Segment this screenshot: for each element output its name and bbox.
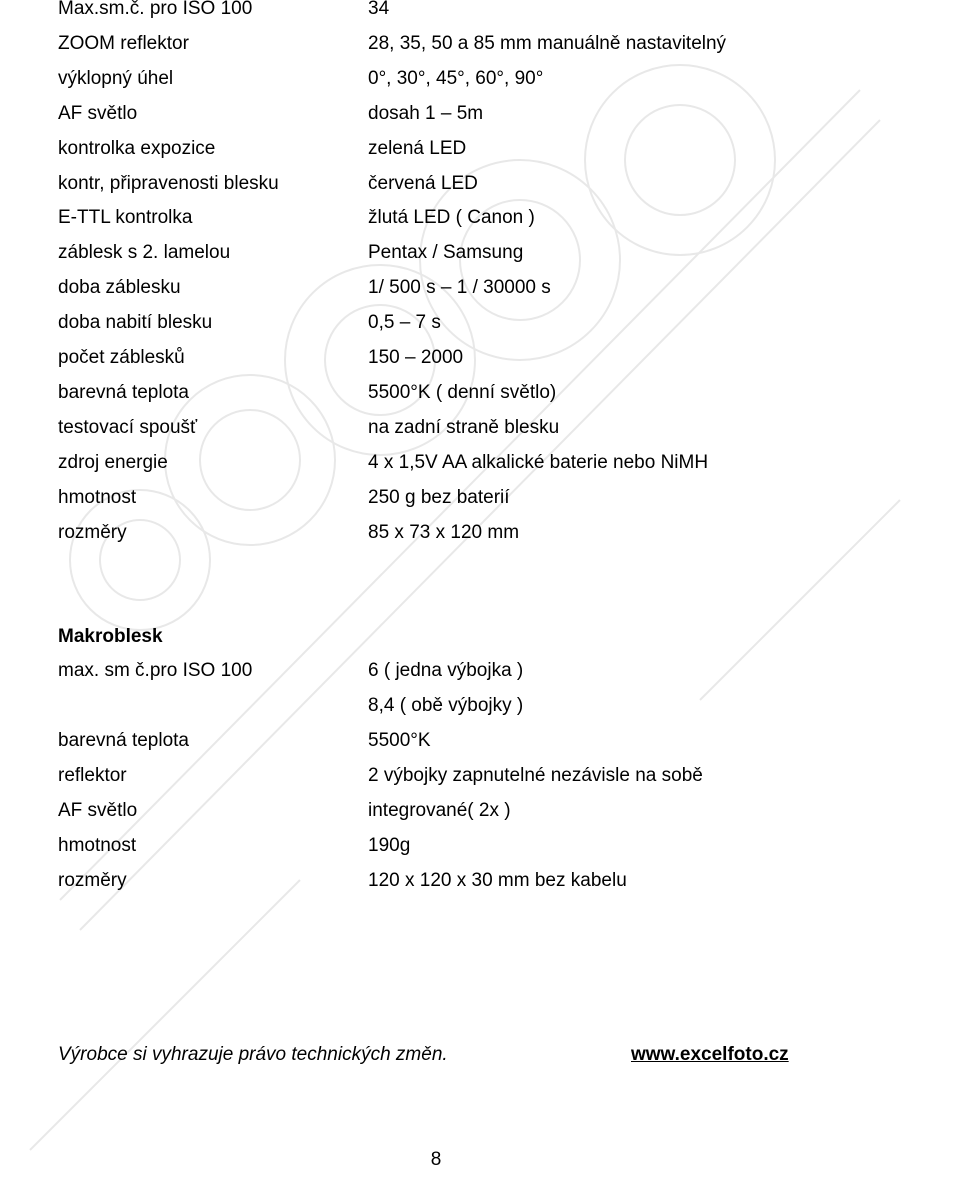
spec-label: ZOOM reflektor <box>58 32 189 54</box>
macro-spec-label: rozměry <box>58 870 127 891</box>
spec-label: počet záblesků <box>58 347 185 368</box>
spec-value: 28, 35, 50 a 85 mm manuálně nastavitelný <box>368 32 727 54</box>
spec-label: hmotnost <box>58 486 137 508</box>
macro-spec-value: integrované( 2x ) <box>368 800 511 821</box>
macro-spec-label: barevná teplota <box>58 730 189 751</box>
spec-label: výklopný úhel <box>58 67 174 89</box>
macro-spec-value: 190g <box>368 835 411 856</box>
spec-label: barevná teplota <box>58 381 189 403</box>
spec-value: dosah 1 – 5m <box>368 102 484 124</box>
spec-label: testovací spoušť <box>58 416 198 438</box>
macro-spec-value: 6 ( jedna výbojka ) <box>368 660 524 681</box>
spec-value: 85 x 73 x 120 mm <box>368 521 520 543</box>
disclaimer-note: Výrobce si vyhrazuje právo technických změn. <box>58 1044 448 1065</box>
spec-label: záblesk s 2. lamelou <box>58 242 231 264</box>
spec-value: 34 <box>368 0 390 19</box>
spec-value: Pentax / Samsung <box>368 242 524 264</box>
macro-spec-value: 120 x 120 x 30 mm bez kabelu <box>368 870 627 891</box>
macro-spec-value: 2 výbojky zapnutelné nezávisle na sobě <box>368 765 703 786</box>
macro-spec-value: 5500°K <box>368 730 431 751</box>
macro-spec-label: max. sm č.pro ISO 100 <box>58 660 253 681</box>
spec-value: 4 x 1,5V AA alkalické baterie nebo NiMH <box>368 451 709 473</box>
spec-value: 5500°K ( denní světlo) <box>368 381 557 403</box>
spec-label: doba nabití blesku <box>58 312 213 334</box>
spec-value: červená LED <box>368 172 478 194</box>
spec-label: kontrolka expozice <box>58 137 216 159</box>
website-link[interactable]: www.excelfoto.cz <box>631 1044 789 1065</box>
spec-value: 150 – 2000 <box>368 347 464 368</box>
spec-value: žlutá LED ( Canon ) <box>368 207 535 229</box>
page-number: 8 <box>430 1149 442 1170</box>
spec-label: rozměry <box>58 521 127 543</box>
section-heading-makroblesk: Makroblesk <box>58 626 163 647</box>
macro-spec-label: reflektor <box>58 765 127 786</box>
spec-value: 0,5 – 7 s <box>368 312 441 334</box>
spec-value: 1/ 500 s – 1 / 30000 s <box>368 277 551 299</box>
spec-value: na zadní straně blesku <box>368 416 560 438</box>
macro-spec-label: hmotnost <box>58 835 137 856</box>
macro-spec-value: 8,4 ( obě výbojky ) <box>368 695 524 716</box>
spec-value: 250 g bez baterií <box>368 486 510 508</box>
spec-value: zelená LED <box>368 137 467 159</box>
macro-spec-label: AF světlo <box>58 800 138 821</box>
spec-label: AF světlo <box>58 102 138 124</box>
spec-label: kontr, připravenosti blesku <box>58 172 279 194</box>
spec-label: doba záblesku <box>58 277 181 299</box>
spec-label: E-TTL kontrolka <box>58 207 193 229</box>
spec-value: 0°, 30°, 45°, 60°, 90° <box>368 67 544 89</box>
spec-label: Max.sm.č. pro ISO 100 <box>58 0 253 19</box>
spec-label: zdroj energie <box>58 451 168 473</box>
